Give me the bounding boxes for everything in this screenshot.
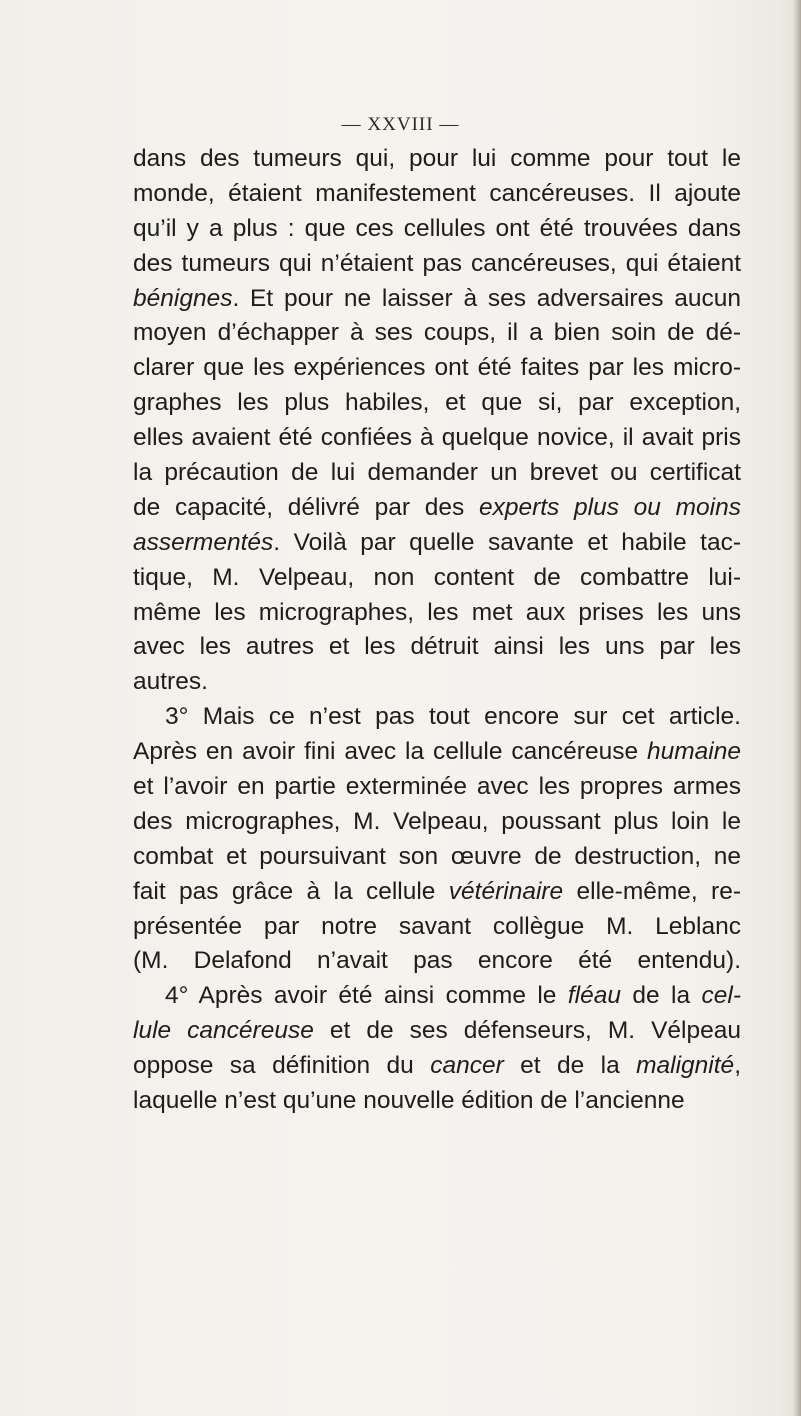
text-line: [133, 910, 741, 945]
text-line: [133, 875, 741, 910]
italic-text: humaine: [647, 738, 741, 766]
text-run: 3° Mais ce n’est pas tout encore sur cet article.: [165, 703, 741, 731]
text-line: [133, 1014, 741, 1049]
text-run: . Voilà par quelle savante et habile tac-: [273, 528, 741, 556]
text-run: présentée par notre savant collègue M. Leblanc: [133, 912, 741, 940]
text-line: [133, 491, 741, 526]
text-run: et de ses défenseurs, M. Vélpeau: [313, 1017, 742, 1045]
text-line: [133, 770, 741, 805]
text-run: dans des tumeurs qui, pour lui comme pour tout le: [133, 145, 741, 172]
text-line: [133, 630, 741, 665]
text-run: . Et pour ne laisser à ses adversaires aucun: [232, 284, 741, 312]
page-edge-shadow: [793, 0, 801, 1416]
italic-text: lule cancéreuse: [133, 1017, 314, 1045]
text-line: [133, 212, 741, 247]
text-run: monde, étaient manifestement cancéreuses. Il ajoute: [133, 179, 741, 207]
text-run: de capacité, délivré par des: [133, 493, 479, 521]
text-run: ,: [734, 1052, 741, 1080]
italic-text: bénignes: [133, 284, 233, 312]
text-line: [133, 735, 741, 770]
text-run: oppose sa définition du: [133, 1052, 431, 1080]
text-run: avec les autres et les détruit ainsi les uns par les: [133, 633, 741, 661]
text-run: des tumeurs qui n’étaient pas cancéreuses, qui étaient: [133, 249, 741, 277]
text-line: [133, 526, 741, 561]
text-run: graphes les plus habiles, et que si, par exception,: [133, 389, 741, 417]
text-line: [133, 561, 741, 596]
text-line: [133, 1049, 741, 1084]
italic-text: malignité: [636, 1052, 735, 1080]
text-line: [133, 944, 741, 979]
text-run: elles avaient été confiées à quelque novice, il avait pris: [133, 424, 741, 452]
text-line: [133, 979, 741, 1014]
italic-text: cel-: [701, 982, 741, 1010]
italic-text: cancer: [430, 1052, 504, 1080]
text-line: [133, 247, 741, 282]
text-line: [133, 805, 741, 840]
text-run: et de la: [503, 1052, 637, 1080]
text-line: [133, 142, 741, 177]
text-run: de la: [620, 982, 702, 1010]
text-run: fait pas grâce à la cellule: [133, 877, 449, 905]
text-run: clarer que les expériences ont été faites par les micro-: [133, 354, 741, 382]
text-run: tique, M. Velpeau, non content de combattre lui-: [133, 563, 741, 591]
text-run: elle-même, re-: [563, 877, 742, 905]
running-head: — XXVIII —: [341, 114, 460, 135]
text-line: [133, 700, 741, 735]
text-run: Après en avoir fini avec la cellule cancéreuse: [133, 738, 648, 766]
text-run: la précaution de lui demander un brevet ou certificat: [133, 459, 741, 487]
text-line: [133, 665, 741, 700]
text-run: des micrographes, M. Velpeau, poussant plus loin le: [133, 807, 741, 835]
text-run: 4° Après avoir été ainsi comme le: [165, 982, 568, 1010]
text-line: [133, 316, 741, 351]
text-run: et l’avoir en partie exterminée avec les propres armes: [133, 773, 741, 801]
text-line: [133, 840, 741, 875]
text-line: [133, 596, 741, 631]
italic-text: experts plus ou moins: [478, 493, 741, 521]
text-run: laquelle n’est qu’une nouvelle édition de l’ancienne: [133, 1087, 685, 1115]
text-run: qu’il y a plus : que ces cellules ont été trouvées dans: [133, 214, 741, 242]
text-line: [133, 1084, 741, 1119]
text-line: [133, 282, 741, 317]
text-line: [133, 351, 741, 386]
text-line: [133, 386, 741, 421]
text-run: autres.: [133, 668, 208, 696]
text-line: [133, 421, 741, 456]
text-line: [133, 177, 741, 212]
text-run: même les micrographes, les met aux prises les uns: [133, 598, 741, 626]
text-line: [133, 456, 741, 491]
text-run: combat et poursuivant son œuvre de destruction, ne: [133, 842, 741, 870]
text-run: (M. Delafond n’avait pas encore été entendu).: [133, 947, 741, 975]
text-run: moyen d’échapper à ses coups, il a bien soin de dé-: [133, 319, 741, 347]
italic-text: fléau: [567, 982, 621, 1010]
body-text: [133, 142, 741, 1119]
italic-text: vétérinaire: [448, 877, 564, 905]
italic-text: assermentés: [133, 528, 274, 556]
